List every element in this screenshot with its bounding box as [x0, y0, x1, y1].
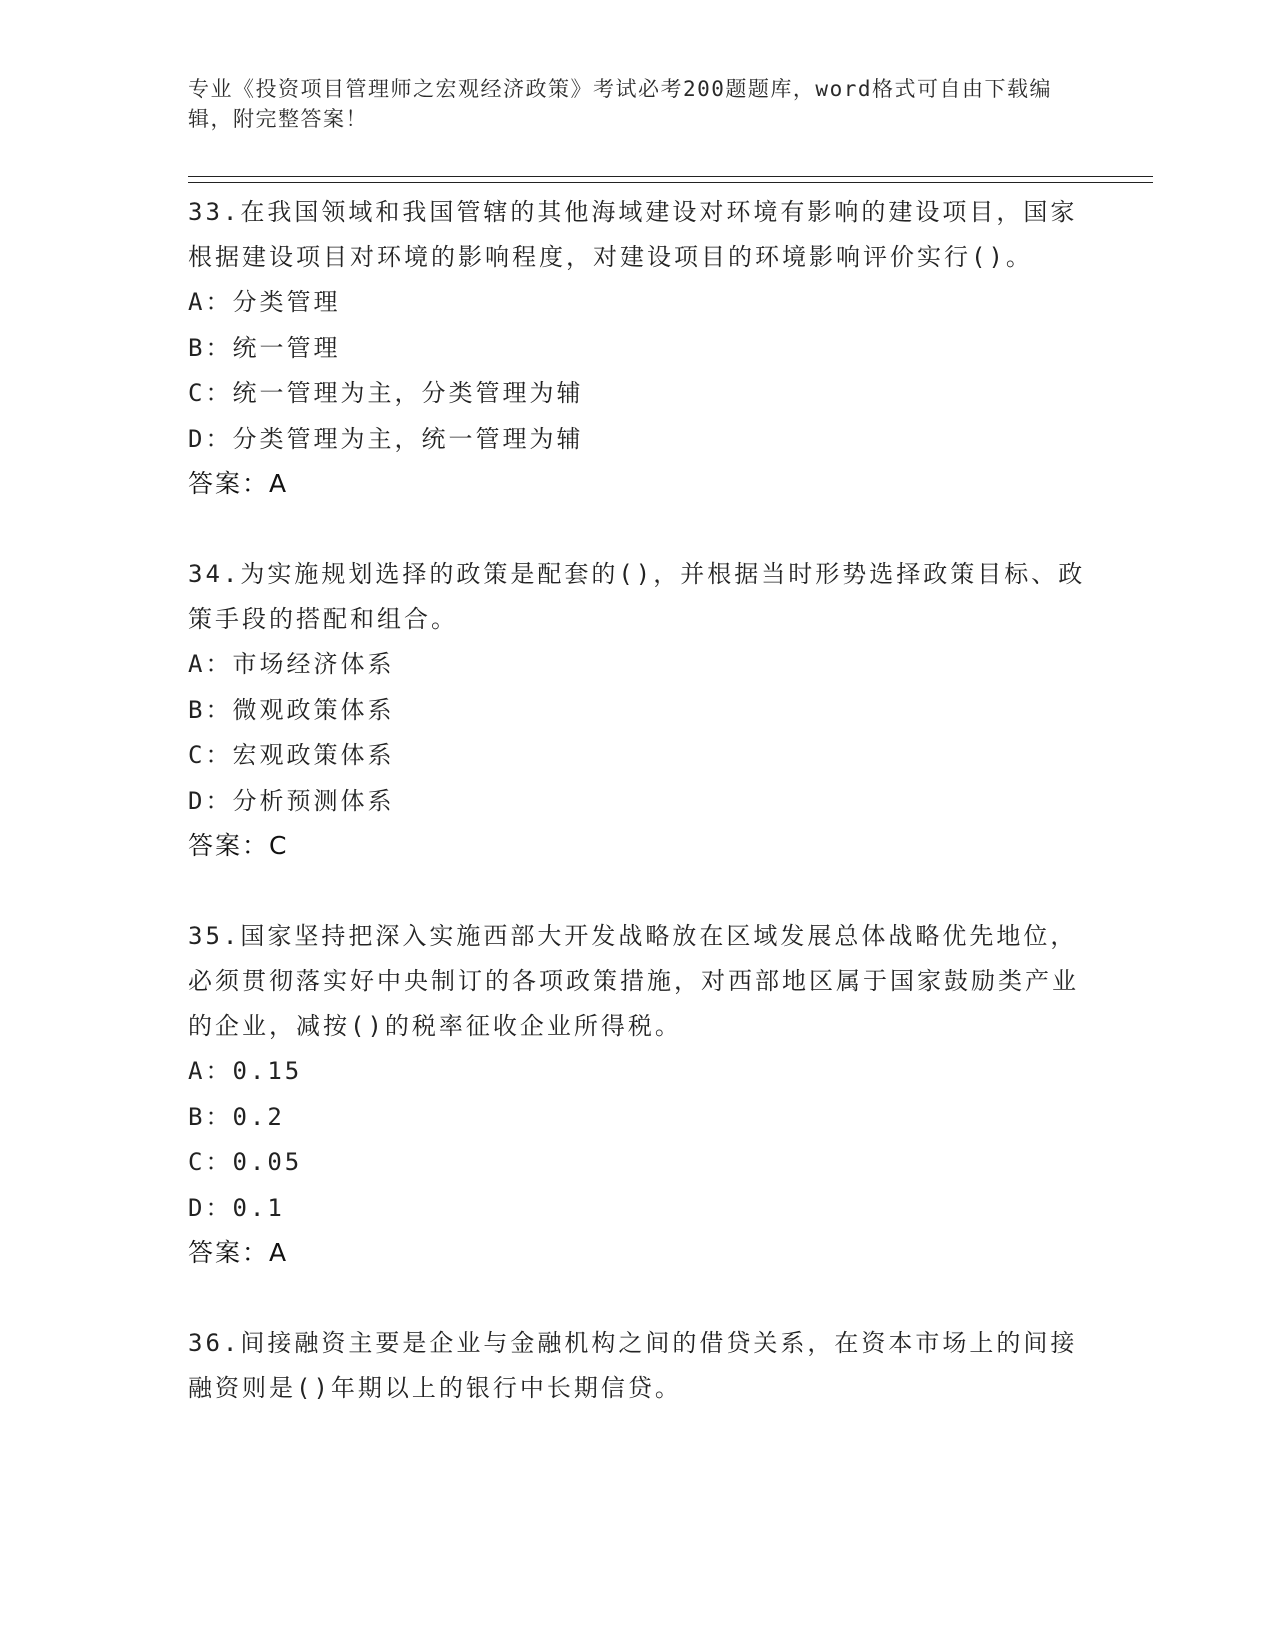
option-b	[188, 688, 1088, 734]
option-text: 统一管理	[232, 333, 341, 362]
question-35	[188, 914, 1088, 1275]
option-key: C：	[188, 1148, 233, 1176]
option-key: A：	[188, 650, 233, 678]
option-a	[188, 642, 1088, 688]
option-a	[188, 280, 1088, 326]
option-text: 市场经济体系	[232, 650, 395, 678]
header-divider-top	[188, 176, 1153, 177]
question-stem: 34.为实施规划选择的政策是配套的()，并根据当时形势选择政策目标、政策手段的搭配和组合。	[188, 560, 1086, 633]
option-d	[188, 417, 1088, 463]
option-c	[188, 1140, 1088, 1186]
option-key: A：	[188, 1057, 233, 1085]
option-text: 宏观政策体系	[232, 741, 395, 769]
question-stem: 36.间接融资主要是企业与金融机构之间的借贷关系，在资本市场上的间接融资则是()年期以上的银行中长期信贷。	[188, 1329, 1078, 1402]
option-text: 分类管理	[232, 288, 341, 316]
option-key: D：	[188, 786, 233, 815]
header-divider-bottom	[188, 182, 1153, 183]
option-key: B：	[188, 333, 233, 362]
question-stem: 33.在我国领域和我国管辖的其他海域建设对环境有影响的建设项目，国家根据建设项目对环境的影响程度，对建设项目的环境影响评价实行()。	[188, 198, 1078, 271]
option-text: 分类管理为主，统一管理为辅	[232, 424, 584, 453]
option-c	[188, 733, 1088, 779]
option-key: D：	[188, 1193, 233, 1222]
option-b	[188, 326, 1088, 372]
option-a	[188, 1049, 1088, 1095]
option-key: C：	[188, 741, 233, 769]
option-text: 0.05	[232, 1148, 303, 1176]
option-key: B：	[188, 1102, 233, 1131]
question-stem: 35.国家坚持把深入实施西部大开发战略放在区域发展总体战略优先地位，必须贯彻落实好中央制订的各项政策措施，对西部地区属于国家鼓励类产业的企业，减按()的税率征收企业所得税。	[188, 922, 1079, 1040]
option-c	[188, 371, 1088, 417]
option-text: 0.15	[232, 1057, 303, 1085]
question-list	[188, 190, 1088, 1457]
option-d	[188, 779, 1088, 825]
option-text: 微观政策体系	[232, 695, 395, 724]
document-header: 专业《投资项目管理师之宏观经济政策》考试必考200题题库，word格式可自由下载编辑，附完整答案！	[188, 77, 1052, 131]
option-text: 0.1	[232, 1193, 285, 1222]
question-33	[188, 190, 1088, 506]
option-key: A：	[188, 288, 233, 316]
answer-line: 答案：C	[188, 831, 289, 860]
option-text: 统一管理为主，分类管理为辅	[232, 379, 584, 407]
option-text: 分析预测体系	[232, 786, 395, 815]
option-key: C：	[188, 379, 233, 407]
answer-line: 答案：A	[188, 469, 289, 498]
option-key: B：	[188, 695, 233, 724]
question-36	[188, 1321, 1088, 1411]
option-text: 0.2	[232, 1102, 285, 1131]
question-34	[188, 552, 1088, 868]
option-d	[188, 1186, 1088, 1232]
answer-line: 答案：A	[188, 1238, 289, 1267]
option-b	[188, 1095, 1088, 1141]
option-key: D：	[188, 424, 233, 453]
